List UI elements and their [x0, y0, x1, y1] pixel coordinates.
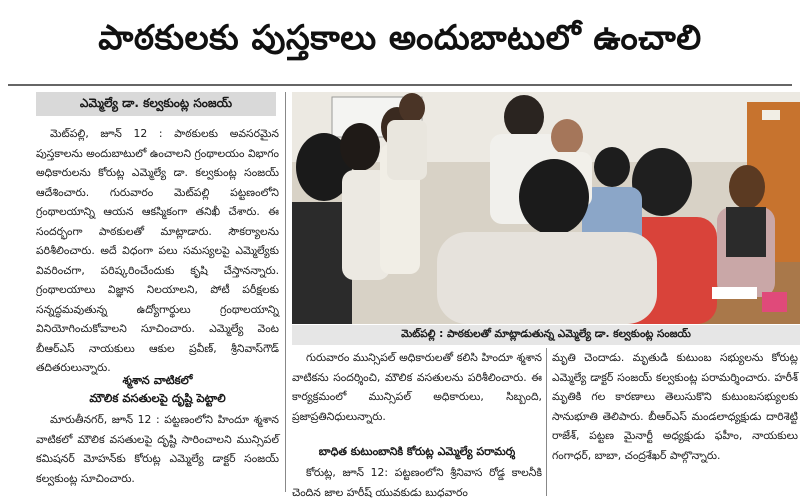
- article3-mid-column: [292, 463, 542, 502]
- article-left-column: [36, 124, 279, 378]
- article-lead-text: మెట్‌పల్లి, జూన్ 12 : పాఠకులకు అవసరమైన పుస్తకాలను అందుబాటులో ఉంచాలని గ్రంథాలయం విభాగం అధికారులను కోరుట్ల ఎమ్మెల్యే డా. కల్వకుంట్ల సంజయ్ ఆదేశించారు. గురువారం మెట్‌పల్లి పట్టణంలోని గ్రంథాలయాన్ని ఆయన ఆకస్మికంగా తనిఖీ చేశారు. ఈ సందర్భంగా పాఠకులతో మాట్లాడారు. సౌకర్యాలను పరిశీలించారు. అదే విధంగా పలు సమస్యలపై ఎమ్మెల్యేకు వివరించగా, పరిష్కరించేందుకు కృషి చేస్తానన్నారు. గ్రంథాలయాలు విజ్ఞాన నిలయాలని, పోటీ పరీక్షలకు సన్నద్ధమవుతున్న ఉద్యోగార్థులు గ్రంథాలయాన్ని వినియోగించుకోవాలని సూచించారు. ఎమ్మెల్యే వెంట బీఆర్ఎస్ నాయకులు ఆకుల ప్రవీణ్, శ్రీనివాస్‌గౌడ్ తదితరులున్నారు.: [36, 127, 279, 374]
- article2-left-column: [36, 410, 279, 488]
- photo-caption: మెట్‌పల్లి : పాఠకులతో మాట్లాడుతున్న ఎమ్మెల్యే డా. కల్వకుంట్ల సంజయ్: [292, 325, 800, 345]
- column-divider-left: [285, 92, 286, 492]
- subhead-line-2: మౌలిక వసతులపై దృష్టి పెట్టాలి: [89, 391, 226, 405]
- article3-right-text: మృతి చెందాడు. మృతుడి కుటుంబ సభ్యులను కోరుట్ల ఎమ్మెల్యే డాక్టర్ సంజయ్ కల్వకుంట్ల పరామర్శించారు. హరీశ్ మృతికి గల కారణాలు తెలుసుకొని కుటుంబసభ్యులకు సానుభూతి తెలిపారు. బీఆర్ఎస్ మండలాధ్యక్షుడు దారిశెట్టి రాజేశ్, పట్టణ మైనార్టీ అధ్యక్షుడు ఫహీం, నాయకులు గంగాధర్, బాబా, చంద్రశేఖర్ పాల్గొన్నారు.: [552, 351, 798, 462]
- article2-mid-text: గురువారం మున్సిపల్ అధికారులతో కలిసి హిందూ శ్మశాన వాటికను సందర్శించి, మౌలిక వసతులను పరిశీలించారు. ఈ కార్యక్రమంలో మున్సిపల్ అధికారులు, సిబ్బంది, ప్రజాప్రతినిధులున్నారు.: [292, 351, 542, 423]
- column-divider-right: [546, 348, 547, 496]
- headline: పాఠకులకు పుస్తకాలు అందుబాటులో ఉంచాలి: [98, 18, 702, 58]
- article2-left-text: మారుతీనగర్, జూన్ 12 : పట్టణంలోని హిందూ శ్మశాన వాటికలో మౌలిక వసతులపై దృష్టి సారించాలని మున్సిపల్ కమిషనర్ మోహన్‌కు కోరుట్ల ఎమ్మెల్యే డాక్టర్ సంజయ్ కల్వకుంట్ల సూచించారు.: [36, 413, 279, 485]
- article2-mid-column: [292, 348, 542, 426]
- news-photo: [292, 92, 800, 324]
- mid-subhead: బాధిత కుటుంబానికి కోరుట్ల ఎమ్మెల్యే పరామర్శ: [318, 445, 516, 458]
- article3-mid-text: కోరుట్ల, జూన్ 12: పట్టణంలోని శ్రీనివాస రోడ్డ కాలనీకి చెందిన జాల హరీష్ యువకుడు బుధవారం: [292, 466, 542, 499]
- headline-rule: [8, 84, 792, 86]
- subhead-line-1: శ్మశాన వాటికలో: [122, 373, 193, 387]
- article3-right-column: [552, 348, 798, 465]
- byline: ఎమ్మెల్యే డా. కల్వకుంట్ల సంజయ్: [36, 92, 276, 116]
